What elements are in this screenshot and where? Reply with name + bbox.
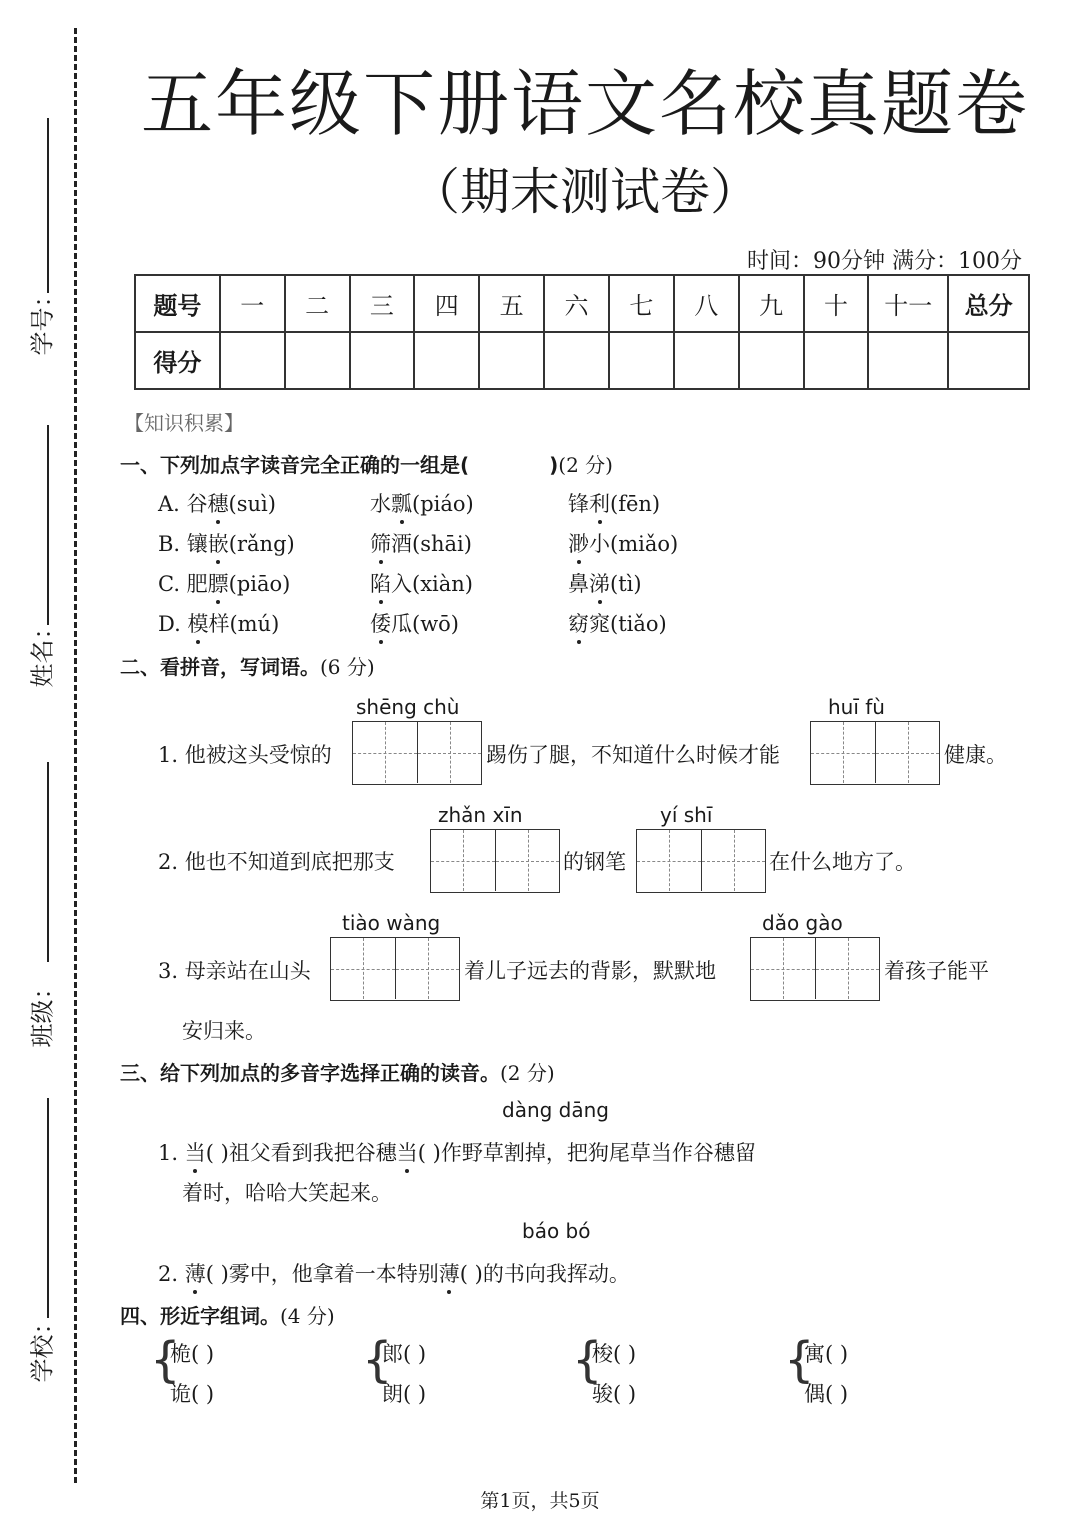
pinyin-label: báo bó <box>522 1219 591 1243</box>
score-cell[interactable] <box>350 332 415 389</box>
sentence-text: 3. 母亲站在山头 <box>158 959 311 983</box>
word-pair-top[interactable]: 寓( ) <box>804 1342 849 1366</box>
table-cell: 八 <box>674 275 739 332</box>
word-pair-top[interactable]: 梭( ) <box>592 1342 637 1366</box>
option-b-3: 渺小(miǎo) <box>568 528 678 558</box>
sentence-text: 着儿子远去的背影，默默地 <box>464 959 716 983</box>
sentence-text: 健康。 <box>944 743 1007 767</box>
option-d-3: 窈窕(tiǎo) <box>568 608 667 638</box>
sentence-text: 的钢笔 <box>563 850 626 874</box>
question-4-title: 四、形近字组词。(4 分) <box>120 1304 335 1328</box>
table-cell: 总分 <box>948 275 1029 332</box>
writing-box[interactable] <box>750 937 880 1001</box>
question-1-title: 一、下列加点字读音完全正确的一组是( )(2 分) <box>120 453 613 477</box>
table-cell: 一 <box>220 275 285 332</box>
sentence-text: 安归来。 <box>182 1019 266 1043</box>
word-pair-bottom[interactable]: 诡( ) <box>170 1382 215 1406</box>
name-label: 姓名： <box>28 615 57 688</box>
table-cell: 得分 <box>135 332 220 389</box>
table-cell: 四 <box>414 275 479 332</box>
sentence-text: 着孩子能平 <box>884 959 989 983</box>
score-cell[interactable] <box>804 332 869 389</box>
word-pair-bottom[interactable]: 偶( ) <box>804 1382 849 1406</box>
table-cell: 十 <box>804 275 869 332</box>
writing-box[interactable] <box>352 721 482 785</box>
score-cell[interactable] <box>739 332 804 389</box>
page-footer: 第1页，共5页 <box>480 1490 600 1512</box>
class-label: 班级： <box>28 975 57 1048</box>
school-line <box>47 1098 49 1318</box>
score-cell[interactable] <box>285 332 350 389</box>
class-line <box>47 762 49 962</box>
table-cell: 十一 <box>868 275 948 332</box>
student-no-line <box>47 118 49 293</box>
option-c-1: C. 肥膘(piāo) <box>158 568 290 598</box>
pinyin-label: zhǎn xīn <box>438 803 523 827</box>
writing-box[interactable] <box>810 721 940 785</box>
score-table-header-row <box>135 275 1029 332</box>
time-info: 时间：90分钟 满分：100分 <box>747 249 1022 274</box>
student-no-label: 学号： <box>28 283 57 356</box>
option-b-1: B. 镶嵌(rǎng) <box>158 528 295 558</box>
option-a-2: 水瓢(piáo) <box>370 488 474 518</box>
question-2-title: 二、看拼音，写词语。(6 分) <box>120 655 375 679</box>
name-line <box>47 425 49 625</box>
word-pair-bottom[interactable]: 骏( ) <box>592 1382 637 1406</box>
score-cell[interactable] <box>479 332 544 389</box>
sentence-text: 2. 他也不知道到底把那支 <box>158 850 395 874</box>
brace-icon: { <box>362 1332 393 1388</box>
page-title: 五年级下册语文名校真题卷 <box>140 62 1029 146</box>
page-subtitle: （期末测试卷） <box>410 163 760 221</box>
sentence-text: 1. 他被这头受惊的 <box>158 743 332 767</box>
sentence-text: 在什么地方了。 <box>769 850 916 874</box>
binding-dashed-line <box>74 28 77 1483</box>
word-pair-top[interactable]: 郎( ) <box>382 1342 427 1366</box>
school-label: 学校： <box>28 1310 57 1383</box>
score-cell[interactable] <box>609 332 674 389</box>
brace-icon: { <box>572 1332 603 1388</box>
sentence-text: 着时，哈哈大笑起来。 <box>182 1181 392 1205</box>
pinyin-label: huī fù <box>828 695 885 719</box>
score-table <box>134 274 1030 390</box>
pinyin-label: dǎo gào <box>762 911 843 935</box>
sentence-text: 2. 薄( )雾中，他拿着一本特别薄( )的书向我挥动。 <box>158 1258 630 1288</box>
pinyin-label: shēng chù <box>356 695 460 719</box>
score-cell[interactable] <box>544 332 609 389</box>
section-tag: 【知识积累】 <box>124 411 244 435</box>
score-cell[interactable] <box>220 332 285 389</box>
writing-box[interactable] <box>636 829 766 893</box>
option-a-1: A. 谷穗(suì) <box>158 488 276 518</box>
writing-box[interactable] <box>430 829 560 893</box>
table-cell: 九 <box>739 275 804 332</box>
score-cell[interactable] <box>868 332 948 389</box>
table-cell: 二 <box>285 275 350 332</box>
brace-icon: { <box>784 1332 815 1388</box>
word-pair-top[interactable]: 桅( ) <box>170 1342 215 1366</box>
question-3-title: 三、给下列加点的多音字选择正确的读音。(2 分) <box>120 1061 555 1085</box>
table-cell: 六 <box>544 275 609 332</box>
table-cell: 七 <box>609 275 674 332</box>
pinyin-label: tiào wàng <box>342 911 441 935</box>
table-cell: 五 <box>479 275 544 332</box>
sentence-text: 1. 当( )祖父看到我把谷穗当( )作野草割掉，把狗尾草当作谷穗留 <box>158 1137 756 1167</box>
option-a-3: 锋利(fēn) <box>568 488 660 518</box>
score-table-score-row <box>135 332 1029 389</box>
score-cell[interactable] <box>674 332 739 389</box>
pinyin-label: dàng dāng <box>502 1098 610 1122</box>
table-cell: 题号 <box>135 275 220 332</box>
option-d-2: 倭瓜(wō) <box>370 608 459 638</box>
option-c-2: 陷入(xiàn) <box>370 568 473 598</box>
score-cell[interactable] <box>414 332 479 389</box>
word-pair-bottom[interactable]: 朗( ) <box>382 1382 427 1406</box>
brace-icon: { <box>150 1332 181 1388</box>
option-c-3: 鼻涕(tì) <box>568 568 642 598</box>
writing-box[interactable] <box>330 937 460 1001</box>
option-d-1: D. 模样(mú) <box>158 608 279 638</box>
score-cell[interactable] <box>948 332 1029 389</box>
pinyin-label: yí shī <box>660 803 713 827</box>
table-cell: 三 <box>350 275 415 332</box>
sentence-text: 踢伤了腿，不知道什么时候才能 <box>486 743 780 767</box>
option-b-2: 筛酒(shāi) <box>370 528 472 558</box>
